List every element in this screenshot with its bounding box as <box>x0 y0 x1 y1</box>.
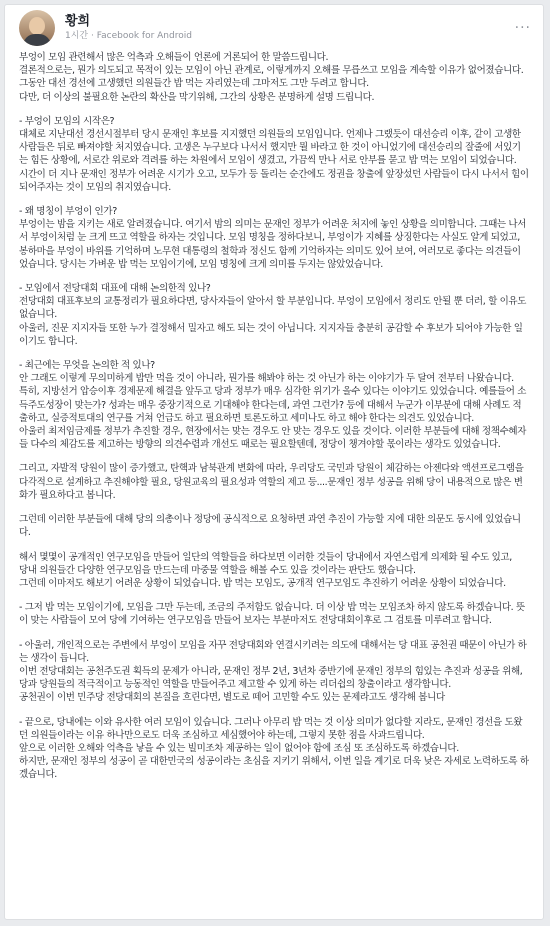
post-source: Facebook for Android <box>96 31 192 41</box>
post-paragraph: 부엉이 모임 관련해서 많은 억측과 오해들이 언론에 거론되어 한 말씀드립니다. 결론적으로는, 뭔가 의도되고 목적이 있는 모임이 아닌 관계로, 이렇게까지 오해를 무릅쓰고 모임을 계속할 이유가 없어졌습니다. 그동안 대선 경선에 고생했던 의원들간 밥 먹는 자리였는데 그마저도 그만 두려고 합니다. 다만, 더 이상의 불필요한 논란의 확산을 막기위해, 그간의 상황은 분명하게 설명 드립니다. <box>19 52 524 103</box>
post-paragraph: - 왜 명칭이 부엉이 인가? 부엉이는 밤을 지키는 새로 알려졌습니다. 여기서 밤의 의미는 문재인 정부가 어려운 처지에 놓인 상황을 의미합니다. 그때는 나서서 부엉이처럼 눈 크게 뜨고 역할을 하자는 것입니다. 모임 명칭을 정하다보니, 부엉이가 지혜를 상징한다는 사실도 알게 되었고, 봉하마을 부엉이 바위를 기억하며 노무현 대통령의 철학과 정신도 함께 기억하자는 의미도 있어 보여, 여러모로 좋다는 의견들이었습니다. 당시는 가벼운 밥 먹는 모임이기에, 모임 명칭에 크게 의미를 두지는 않았었습니다. <box>19 206 527 270</box>
more-options-icon[interactable]: ··· <box>514 20 531 36</box>
facebook-post-card <box>4 4 544 920</box>
avatar-shirt <box>23 34 51 46</box>
post-paragraph: - 최근에는 무엇을 논의한 적 있나? 안 그래도 이렇게 무의미하게 밥만 먹을 것이 아니라, 뭔가를 해봐야 하는 것 아닌가 하는 이야기가 두 달여 전부터 나왔습니다. 특히, 지방선거 압승이후 경제문제 해결을 앞두고 당과 정부가 매우 심각한 위기가 올수 있다는 이야기도 있었습니다. 예를들어 소득주도성장이 맞는가? 성과는 매우 중장기적으로 기대해야 한다는데, 과연 그런가? 등에 대해서 누군가 이부분에 대해 사례도 적출하고, 실증적토대의 연구를 거쳐 언급도 하고 필요하면 토론도하고 세미나도 하고 해야 한다는 의견도 있었습니다. 아울러 최저임금제를 정부가 추진할 경우, 현장에서는 맞는 경우도 안 맞는 경우도 있을 것이다. 이러한 부분들에 대해 정책수혜자들 다수의 체감도를 제고하는 방향의 의견수렴과 개선도 때로는 필요할텐데, 정당이 챙겨야할 몫이라는 생각도 있었습니다. <box>19 360 527 451</box>
post-paragraph: - 그저 밥 먹는 모임이기에, 모임을 그만 두는데, 조금의 주저함도 없습니다. 더 이상 밥 먹는 모임조차 하지 않도록 하겠습니다. 뜻이 맞는 사람들이 모여 당에 기여하는 연구모임을 만들어 보자는 부분마저도 전당대회이후로 그 검토를 미루려고 합니다. <box>19 602 525 627</box>
post-meta <box>65 14 192 42</box>
avatar[interactable] <box>19 10 55 46</box>
post-paragraph: - 끝으로, 당내에는 이와 유사한 여러 모임이 있습니다. 그러나 아무리 밥 먹는 것 이상 의미가 없다할 지라도, 문재인 경선을 도왔던 의원들이라는 이유 하나만으로도 더욱 조심하고 세심했어야 하는데, 그렇지 못한 점을 사과드립니다. 앞으로 이러한 오해와 억측을 낳을 수 있는 빌미조차 제공하는 일이 없어야 함에 조심 또 조심하도록 하겠습니다. 하지만, 문재인 정부의 성공이 곧 대한민국의 성공이라는 초심을 지키기 위해서, 이번 일을 계기로 더욱 낮은 자세로 노력하도록 하겠습니다. <box>19 716 529 781</box>
meta-separator: · <box>91 31 94 41</box>
post-paragraph: 해서 몇몇이 공개적인 연구모임을 만들어 일단의 역할들을 하다보면 이러한 것들이 당내에서 자연스럽게 의제화 될 수도 있고, 당내 의원들간 다양한 연구모임을 만드는데 마중물 역할을 해볼 수도 있을 것이라는 판단도 했습니다. 그런데 이마저도 해보기 어려운 상황이 되었습니다. 밥 먹는 모임도, 공개적 연구모임도 추진하기 어려운 상황이 되었습니다. <box>19 551 512 589</box>
post-paragraph: 그리고, 자발적 당원이 많이 증가했고, 탄핵과 남북관계 변화에 따라, 우리당도 국민과 당원이 체감하는 아젠다와 액션프로그램을 다각적으로 설계하고 추진해야할 필요, 당원교육의 필요성과 역할의 제고 등....문재인 정부 성공을 위해 당이 내용적으로 많은 변화가 필요하다고 봅니다. <box>19 463 524 501</box>
post-paragraph: - 부엉이 모임의 시작은? 대체로 지난대선 경선시절부터 당시 문재인 후보를 지지했던 의원들의 모임입니다. 언제나 그랬듯이 대선승리 이후, 같이 고생한 사람들은 뒤로 빠져야할 처지였습니다. 고생은 누구보다 나서서 했지만 뭘 바라고 한 것이 아니었기에 대선승리의 잘줄에 서있기는 힘든 상황에, 서로간 위로와 격려를 하는 차원에서 모임이 생겼고, 가끔씩 만나 서로 안부를 묻고 밥 먹는 모임이 되었습니다. 시간이 더 지나 문재인 정부가 어려운 시기가 오고, 모두가 등 돌리는 순간에도 정권을 창출에 앞장섰던 사람들이 다시 나서서 힘이 되어주자는 것이 모임의 취지였습니다. <box>19 115 529 193</box>
author-name[interactable]: 황희 <box>65 14 91 29</box>
avatar-face <box>29 17 45 35</box>
post-subline <box>65 30 192 42</box>
post-paragraph: 그런데 이러한 부분들에 대해 당의 의총이나 정당에 공식적으로 요청하면 과연 추진이 가능할 지에 대한 의문도 동시에 있었습니다. <box>19 514 521 539</box>
post-paragraph: - 아울러, 개인적으로는 주변에서 부엉이 모임을 자꾸 전당대회와 연결시키려는 의도에 대해서는 당 대표 공천권 때문이 아닌가 하는 생각이 듭니다. 이번 전당대회는 공천주도권 획득의 문제가 아니라, 문재인 정부 2년, 3년차 중반기에 문재인 정부의 힘있는 추진과 성공을 위해, 당과 당원들의 적극적이고 능동적인 역할을 만들어주고 제고할 수 있게 하는 리더쉽의 창출이라고 생각합니다. 공천권이 이번 민주당 전당대회의 본질을 흐린다면, 별도로 떼어 고민할 수도 있는 문제라고도 생각해 봅니다 <box>19 639 527 704</box>
post-paragraph: - 모임에서 전당대회 대표에 대해 논의한적 있나? 전당대회 대표후보의 교통정리가 필요하다면, 당사자들이 알아서 할 부분입니다. 부엉이 모임에서 정리도 안될 뿐 더러, 할 이유도 없습니다. 아울러, 진문 지지자들 또한 누가 결정해서 밀자고 해도 되는 것이 아닙니다. 지지자들 충분히 공감할 수 후보가 되어야 가능한 일이기도 합니다. <box>19 283 527 347</box>
post-header <box>5 5 543 47</box>
post-time[interactable]: 1시간 <box>65 31 89 41</box>
post-body <box>5 47 543 782</box>
